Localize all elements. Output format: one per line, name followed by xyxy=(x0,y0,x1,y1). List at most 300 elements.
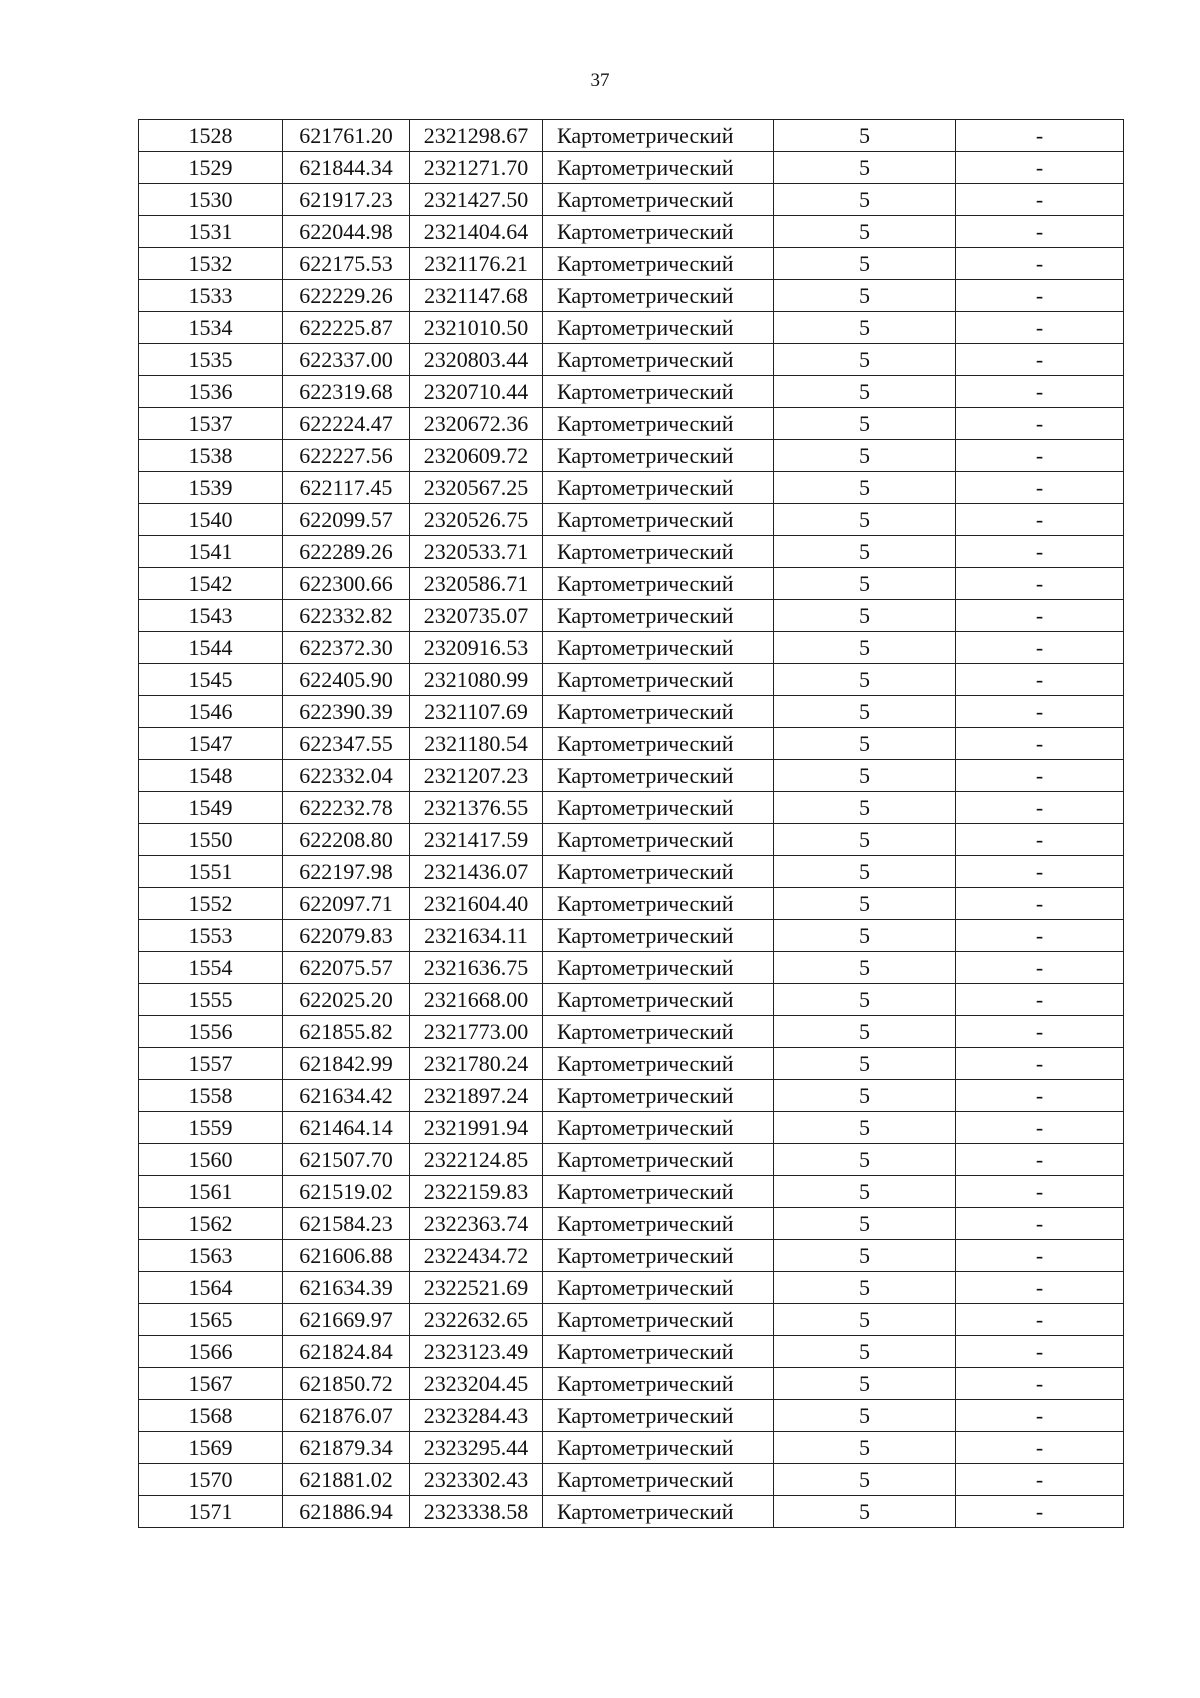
point-number-cell: 1568 xyxy=(139,1400,283,1432)
accuracy-cell: 5 xyxy=(774,1464,956,1496)
accuracy-cell: 5 xyxy=(774,920,956,952)
note-cell: - xyxy=(956,888,1124,920)
method-cell: Картометрический xyxy=(543,856,774,888)
table-row xyxy=(139,984,1124,1016)
y-coordinate-cell: 2321780.24 xyxy=(410,1048,543,1080)
table-row xyxy=(139,248,1124,280)
table-row xyxy=(139,792,1124,824)
note-cell: - xyxy=(956,1272,1124,1304)
accuracy-cell: 5 xyxy=(774,1208,956,1240)
method-cell: Картометрический xyxy=(543,536,774,568)
method-cell: Картометрический xyxy=(543,1304,774,1336)
table-row xyxy=(139,1368,1124,1400)
y-coordinate-cell: 2321298.67 xyxy=(410,120,543,152)
note-cell: - xyxy=(956,1304,1124,1336)
accuracy-cell: 5 xyxy=(774,216,956,248)
y-coordinate-cell: 2321271.70 xyxy=(410,152,543,184)
method-cell: Картометрический xyxy=(543,120,774,152)
y-coordinate-cell: 2321376.55 xyxy=(410,792,543,824)
method-cell: Картометрический xyxy=(543,504,774,536)
table-row xyxy=(139,568,1124,600)
accuracy-cell: 5 xyxy=(774,1368,956,1400)
point-number-cell: 1556 xyxy=(139,1016,283,1048)
note-cell: - xyxy=(956,312,1124,344)
table-row xyxy=(139,1432,1124,1464)
method-cell: Картометрический xyxy=(543,216,774,248)
note-cell: - xyxy=(956,248,1124,280)
table-row xyxy=(139,952,1124,984)
method-cell: Картометрический xyxy=(543,664,774,696)
method-cell: Картометрический xyxy=(543,760,774,792)
note-cell: - xyxy=(956,120,1124,152)
table-row xyxy=(139,376,1124,408)
accuracy-cell: 5 xyxy=(774,696,956,728)
point-number-cell: 1560 xyxy=(139,1144,283,1176)
table-row xyxy=(139,440,1124,472)
note-cell: - xyxy=(956,216,1124,248)
note-cell: - xyxy=(956,728,1124,760)
y-coordinate-cell: 2323204.45 xyxy=(410,1368,543,1400)
note-cell: - xyxy=(956,1240,1124,1272)
note-cell: - xyxy=(956,1336,1124,1368)
y-coordinate-cell: 2321176.21 xyxy=(410,248,543,280)
table-row xyxy=(139,504,1124,536)
accuracy-cell: 5 xyxy=(774,856,956,888)
point-number-cell: 1528 xyxy=(139,120,283,152)
method-cell: Картометрический xyxy=(543,920,774,952)
accuracy-cell: 5 xyxy=(774,888,956,920)
x-coordinate-cell: 622332.82 xyxy=(283,600,410,632)
table-row xyxy=(139,344,1124,376)
accuracy-cell: 5 xyxy=(774,1272,956,1304)
note-cell: - xyxy=(956,792,1124,824)
x-coordinate-cell: 622232.78 xyxy=(283,792,410,824)
y-coordinate-cell: 2322632.65 xyxy=(410,1304,543,1336)
point-number-cell: 1546 xyxy=(139,696,283,728)
note-cell: - xyxy=(956,600,1124,632)
y-coordinate-cell: 2320526.75 xyxy=(410,504,543,536)
table-row xyxy=(139,1240,1124,1272)
note-cell: - xyxy=(956,504,1124,536)
accuracy-cell: 5 xyxy=(774,152,956,184)
note-cell: - xyxy=(956,536,1124,568)
accuracy-cell: 5 xyxy=(774,824,956,856)
y-coordinate-cell: 2321417.59 xyxy=(410,824,543,856)
x-coordinate-cell: 622175.53 xyxy=(283,248,410,280)
accuracy-cell: 5 xyxy=(774,248,956,280)
x-coordinate-cell: 622372.30 xyxy=(283,632,410,664)
x-coordinate-cell: 621761.20 xyxy=(283,120,410,152)
note-cell: - xyxy=(956,1496,1124,1528)
accuracy-cell: 5 xyxy=(774,1336,956,1368)
method-cell: Картометрический xyxy=(543,1240,774,1272)
x-coordinate-cell: 622075.57 xyxy=(283,952,410,984)
x-coordinate-cell: 622229.26 xyxy=(283,280,410,312)
accuracy-cell: 5 xyxy=(774,1080,956,1112)
point-number-cell: 1561 xyxy=(139,1176,283,1208)
y-coordinate-cell: 2321668.00 xyxy=(410,984,543,1016)
x-coordinate-cell: 621881.02 xyxy=(283,1464,410,1496)
point-number-cell: 1557 xyxy=(139,1048,283,1080)
note-cell: - xyxy=(956,408,1124,440)
table-row xyxy=(139,408,1124,440)
note-cell: - xyxy=(956,632,1124,664)
note-cell: - xyxy=(956,1144,1124,1176)
point-number-cell: 1550 xyxy=(139,824,283,856)
method-cell: Картометрический xyxy=(543,696,774,728)
table-row xyxy=(139,1336,1124,1368)
point-number-cell: 1529 xyxy=(139,152,283,184)
table-row xyxy=(139,600,1124,632)
table-row xyxy=(139,1112,1124,1144)
point-number-cell: 1558 xyxy=(139,1080,283,1112)
y-coordinate-cell: 2322521.69 xyxy=(410,1272,543,1304)
note-cell: - xyxy=(956,856,1124,888)
y-coordinate-cell: 2320567.25 xyxy=(410,472,543,504)
accuracy-cell: 5 xyxy=(774,728,956,760)
note-cell: - xyxy=(956,760,1124,792)
point-number-cell: 1552 xyxy=(139,888,283,920)
y-coordinate-cell: 2323123.49 xyxy=(410,1336,543,1368)
note-cell: - xyxy=(956,1176,1124,1208)
method-cell: Картометрический xyxy=(543,1144,774,1176)
y-coordinate-cell: 2322363.74 xyxy=(410,1208,543,1240)
y-coordinate-cell: 2323338.58 xyxy=(410,1496,543,1528)
x-coordinate-cell: 622319.68 xyxy=(283,376,410,408)
accuracy-cell: 5 xyxy=(774,568,956,600)
point-number-cell: 1544 xyxy=(139,632,283,664)
y-coordinate-cell: 2320735.07 xyxy=(410,600,543,632)
table-row xyxy=(139,184,1124,216)
method-cell: Картометрический xyxy=(543,472,774,504)
method-cell: Картометрический xyxy=(543,1016,774,1048)
accuracy-cell: 5 xyxy=(774,344,956,376)
point-number-cell: 1554 xyxy=(139,952,283,984)
method-cell: Картометрический xyxy=(543,184,774,216)
accuracy-cell: 5 xyxy=(774,120,956,152)
accuracy-cell: 5 xyxy=(774,1016,956,1048)
x-coordinate-cell: 622044.98 xyxy=(283,216,410,248)
point-number-cell: 1551 xyxy=(139,856,283,888)
point-number-cell: 1545 xyxy=(139,664,283,696)
x-coordinate-cell: 622208.80 xyxy=(283,824,410,856)
accuracy-cell: 5 xyxy=(774,1304,956,1336)
x-coordinate-cell: 621519.02 xyxy=(283,1176,410,1208)
table-row xyxy=(139,856,1124,888)
note-cell: - xyxy=(956,1464,1124,1496)
table-row xyxy=(139,312,1124,344)
x-coordinate-cell: 622224.47 xyxy=(283,408,410,440)
accuracy-cell: 5 xyxy=(774,184,956,216)
point-number-cell: 1540 xyxy=(139,504,283,536)
accuracy-cell: 5 xyxy=(774,440,956,472)
y-coordinate-cell: 2321636.75 xyxy=(410,952,543,984)
x-coordinate-cell: 621842.99 xyxy=(283,1048,410,1080)
method-cell: Картометрический xyxy=(543,440,774,472)
point-number-cell: 1533 xyxy=(139,280,283,312)
x-coordinate-cell: 622405.90 xyxy=(283,664,410,696)
method-cell: Картометрический xyxy=(543,1336,774,1368)
method-cell: Картометрический xyxy=(543,1176,774,1208)
method-cell: Картометрический xyxy=(543,952,774,984)
table-row xyxy=(139,280,1124,312)
point-number-cell: 1547 xyxy=(139,728,283,760)
y-coordinate-cell: 2323295.44 xyxy=(410,1432,543,1464)
x-coordinate-cell: 622289.26 xyxy=(283,536,410,568)
accuracy-cell: 5 xyxy=(774,1400,956,1432)
note-cell: - xyxy=(956,664,1124,696)
table-row xyxy=(139,824,1124,856)
y-coordinate-cell: 2321010.50 xyxy=(410,312,543,344)
y-coordinate-cell: 2322434.72 xyxy=(410,1240,543,1272)
table-row xyxy=(139,1496,1124,1528)
method-cell: Картометрический xyxy=(543,824,774,856)
x-coordinate-cell: 622300.66 xyxy=(283,568,410,600)
note-cell: - xyxy=(956,1048,1124,1080)
point-number-cell: 1536 xyxy=(139,376,283,408)
table-row xyxy=(139,728,1124,760)
y-coordinate-cell: 2320916.53 xyxy=(410,632,543,664)
table-row xyxy=(139,760,1124,792)
x-coordinate-cell: 621879.34 xyxy=(283,1432,410,1464)
note-cell: - xyxy=(956,1208,1124,1240)
accuracy-cell: 5 xyxy=(774,376,956,408)
point-number-cell: 1567 xyxy=(139,1368,283,1400)
point-number-cell: 1541 xyxy=(139,536,283,568)
y-coordinate-cell: 2321080.99 xyxy=(410,664,543,696)
table-row xyxy=(139,1176,1124,1208)
note-cell: - xyxy=(956,1016,1124,1048)
accuracy-cell: 5 xyxy=(774,1176,956,1208)
accuracy-cell: 5 xyxy=(774,1240,956,1272)
note-cell: - xyxy=(956,1432,1124,1464)
note-cell: - xyxy=(956,280,1124,312)
point-number-cell: 1543 xyxy=(139,600,283,632)
note-cell: - xyxy=(956,1112,1124,1144)
note-cell: - xyxy=(956,152,1124,184)
accuracy-cell: 5 xyxy=(774,760,956,792)
table-row xyxy=(139,1464,1124,1496)
point-number-cell: 1549 xyxy=(139,792,283,824)
table-row xyxy=(139,696,1124,728)
note-cell: - xyxy=(956,472,1124,504)
x-coordinate-cell: 622097.71 xyxy=(283,888,410,920)
note-cell: - xyxy=(956,984,1124,1016)
y-coordinate-cell: 2321147.68 xyxy=(410,280,543,312)
method-cell: Картометрический xyxy=(543,1112,774,1144)
point-number-cell: 1562 xyxy=(139,1208,283,1240)
point-number-cell: 1566 xyxy=(139,1336,283,1368)
accuracy-cell: 5 xyxy=(774,280,956,312)
accuracy-cell: 5 xyxy=(774,408,956,440)
point-number-cell: 1570 xyxy=(139,1464,283,1496)
method-cell: Картометрический xyxy=(543,248,774,280)
x-coordinate-cell: 622332.04 xyxy=(283,760,410,792)
method-cell: Картометрический xyxy=(543,1496,774,1528)
x-coordinate-cell: 621634.42 xyxy=(283,1080,410,1112)
table-row xyxy=(139,1048,1124,1080)
point-number-cell: 1534 xyxy=(139,312,283,344)
x-coordinate-cell: 621606.88 xyxy=(283,1240,410,1272)
point-number-cell: 1564 xyxy=(139,1272,283,1304)
y-coordinate-cell: 2320710.44 xyxy=(410,376,543,408)
method-cell: Картометрический xyxy=(543,1208,774,1240)
table-row xyxy=(139,472,1124,504)
x-coordinate-cell: 621855.82 xyxy=(283,1016,410,1048)
point-number-cell: 1569 xyxy=(139,1432,283,1464)
x-coordinate-cell: 621464.14 xyxy=(283,1112,410,1144)
y-coordinate-cell: 2321404.64 xyxy=(410,216,543,248)
table-row xyxy=(139,1272,1124,1304)
y-coordinate-cell: 2321897.24 xyxy=(410,1080,543,1112)
y-coordinate-cell: 2323284.43 xyxy=(410,1400,543,1432)
method-cell: Картометрический xyxy=(543,1464,774,1496)
method-cell: Картометрический xyxy=(543,1080,774,1112)
note-cell: - xyxy=(956,824,1124,856)
y-coordinate-cell: 2321991.94 xyxy=(410,1112,543,1144)
accuracy-cell: 5 xyxy=(774,952,956,984)
x-coordinate-cell: 622117.45 xyxy=(283,472,410,504)
point-number-cell: 1531 xyxy=(139,216,283,248)
accuracy-cell: 5 xyxy=(774,792,956,824)
coordinates-table xyxy=(138,119,1124,1528)
y-coordinate-cell: 2321436.07 xyxy=(410,856,543,888)
point-number-cell: 1539 xyxy=(139,472,283,504)
method-cell: Картометрический xyxy=(543,568,774,600)
x-coordinate-cell: 621824.84 xyxy=(283,1336,410,1368)
method-cell: Картометрический xyxy=(543,152,774,184)
y-coordinate-cell: 2321427.50 xyxy=(410,184,543,216)
note-cell: - xyxy=(956,1400,1124,1432)
table-row xyxy=(139,632,1124,664)
point-number-cell: 1537 xyxy=(139,408,283,440)
method-cell: Картометрический xyxy=(543,280,774,312)
y-coordinate-cell: 2321604.40 xyxy=(410,888,543,920)
method-cell: Картометрический xyxy=(543,728,774,760)
point-number-cell: 1532 xyxy=(139,248,283,280)
method-cell: Картометрический xyxy=(543,984,774,1016)
note-cell: - xyxy=(956,440,1124,472)
x-coordinate-cell: 621850.72 xyxy=(283,1368,410,1400)
table-row xyxy=(139,1144,1124,1176)
point-number-cell: 1555 xyxy=(139,984,283,1016)
note-cell: - xyxy=(956,184,1124,216)
x-coordinate-cell: 622099.57 xyxy=(283,504,410,536)
y-coordinate-cell: 2323302.43 xyxy=(410,1464,543,1496)
x-coordinate-cell: 622347.55 xyxy=(283,728,410,760)
y-coordinate-cell: 2322124.85 xyxy=(410,1144,543,1176)
x-coordinate-cell: 621886.94 xyxy=(283,1496,410,1528)
x-coordinate-cell: 621584.23 xyxy=(283,1208,410,1240)
method-cell: Картометрический xyxy=(543,312,774,344)
method-cell: Картометрический xyxy=(543,376,774,408)
point-number-cell: 1563 xyxy=(139,1240,283,1272)
accuracy-cell: 5 xyxy=(774,1048,956,1080)
method-cell: Картометрический xyxy=(543,792,774,824)
method-cell: Картометрический xyxy=(543,408,774,440)
page-number: 37 xyxy=(590,70,610,91)
method-cell: Картометрический xyxy=(543,632,774,664)
method-cell: Картометрический xyxy=(543,600,774,632)
accuracy-cell: 5 xyxy=(774,1112,956,1144)
y-coordinate-cell: 2321107.69 xyxy=(410,696,543,728)
table-row xyxy=(139,888,1124,920)
table-row xyxy=(139,1208,1124,1240)
x-coordinate-cell: 621507.70 xyxy=(283,1144,410,1176)
note-cell: - xyxy=(956,1368,1124,1400)
y-coordinate-cell: 2320803.44 xyxy=(410,344,543,376)
y-coordinate-cell: 2320533.71 xyxy=(410,536,543,568)
table-row xyxy=(139,120,1124,152)
accuracy-cell: 5 xyxy=(774,312,956,344)
y-coordinate-cell: 2321773.00 xyxy=(410,1016,543,1048)
x-coordinate-cell: 622079.83 xyxy=(283,920,410,952)
x-coordinate-cell: 622227.56 xyxy=(283,440,410,472)
accuracy-cell: 5 xyxy=(774,1496,956,1528)
accuracy-cell: 5 xyxy=(774,536,956,568)
x-coordinate-cell: 621844.34 xyxy=(283,152,410,184)
note-cell: - xyxy=(956,952,1124,984)
method-cell: Картометрический xyxy=(543,888,774,920)
point-number-cell: 1548 xyxy=(139,760,283,792)
method-cell: Картометрический xyxy=(543,1400,774,1432)
point-number-cell: 1530 xyxy=(139,184,283,216)
accuracy-cell: 5 xyxy=(774,1432,956,1464)
table-row xyxy=(139,920,1124,952)
table-row xyxy=(139,1304,1124,1336)
note-cell: - xyxy=(956,376,1124,408)
accuracy-cell: 5 xyxy=(774,632,956,664)
note-cell: - xyxy=(956,568,1124,600)
table-row xyxy=(139,152,1124,184)
x-coordinate-cell: 622197.98 xyxy=(283,856,410,888)
y-coordinate-cell: 2320672.36 xyxy=(410,408,543,440)
method-cell: Картометрический xyxy=(543,1432,774,1464)
y-coordinate-cell: 2320609.72 xyxy=(410,440,543,472)
table-row xyxy=(139,664,1124,696)
point-number-cell: 1571 xyxy=(139,1496,283,1528)
point-number-cell: 1553 xyxy=(139,920,283,952)
y-coordinate-cell: 2321207.23 xyxy=(410,760,543,792)
table-row xyxy=(139,1400,1124,1432)
table-row xyxy=(139,536,1124,568)
accuracy-cell: 5 xyxy=(774,504,956,536)
method-cell: Картометрический xyxy=(543,1272,774,1304)
method-cell: Картометрический xyxy=(543,1368,774,1400)
accuracy-cell: 5 xyxy=(774,600,956,632)
point-number-cell: 1559 xyxy=(139,1112,283,1144)
point-number-cell: 1535 xyxy=(139,344,283,376)
method-cell: Картометрический xyxy=(543,344,774,376)
accuracy-cell: 5 xyxy=(774,984,956,1016)
x-coordinate-cell: 622390.39 xyxy=(283,696,410,728)
y-coordinate-cell: 2320586.71 xyxy=(410,568,543,600)
y-coordinate-cell: 2322159.83 xyxy=(410,1176,543,1208)
x-coordinate-cell: 621876.07 xyxy=(283,1400,410,1432)
point-number-cell: 1565 xyxy=(139,1304,283,1336)
accuracy-cell: 5 xyxy=(774,1144,956,1176)
x-coordinate-cell: 622025.20 xyxy=(283,984,410,1016)
note-cell: - xyxy=(956,696,1124,728)
point-number-cell: 1542 xyxy=(139,568,283,600)
y-coordinate-cell: 2321180.54 xyxy=(410,728,543,760)
table-row xyxy=(139,216,1124,248)
note-cell: - xyxy=(956,344,1124,376)
table-row xyxy=(139,1016,1124,1048)
accuracy-cell: 5 xyxy=(774,472,956,504)
note-cell: - xyxy=(956,1080,1124,1112)
point-number-cell: 1538 xyxy=(139,440,283,472)
